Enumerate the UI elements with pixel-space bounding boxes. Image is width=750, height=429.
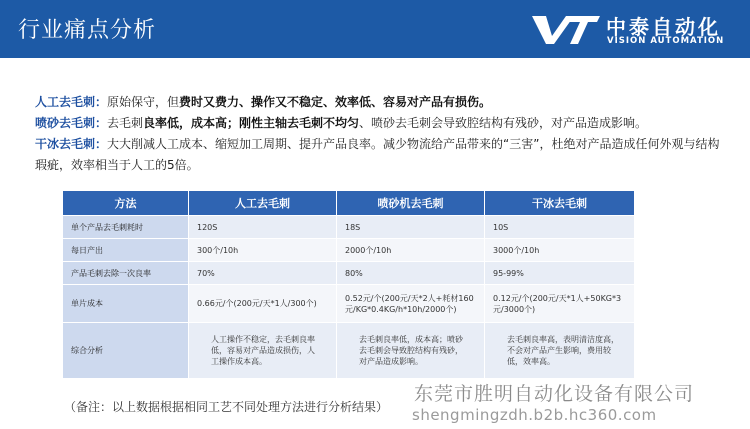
- vt-logo-mark-icon: [530, 12, 602, 48]
- paragraph-text: 大大削减人工成本、缩短加工周期、提升产品良率。减少物流给产品带来的“三害”，杜绝对产品造成任何外观与结构瑕疵，效率相当于人工的5倍。: [35, 137, 720, 172]
- paragraph-strong: 费时又费力、操作又不稳定、效率低、容易对产品有损伤。: [179, 95, 492, 109]
- row-label: 单个产品去毛刺耗时: [63, 216, 189, 239]
- row-label: 产品毛刺去除一次良率: [63, 262, 189, 285]
- row-label: 综合分析: [63, 323, 189, 379]
- watermark-url: shengmingzdh.b2b.hc360.com: [412, 406, 657, 424]
- logo-chinese-name: 中泰自动化: [606, 15, 721, 39]
- table-cell: 120S: [189, 216, 337, 239]
- table-cell: 95-99%: [485, 262, 635, 285]
- watermark-company: 东莞市胜明自动化设备有限公司: [414, 383, 695, 405]
- table-cell: 去毛刺良率低，成本高；喷砂去毛刺会导致腔结构有残砂，对产品造成影响。: [337, 323, 485, 379]
- paragraph-key: 喷砂去毛刺：: [35, 116, 108, 130]
- table-cell: 18S: [337, 216, 485, 239]
- paragraph-dry-ice-deburring: [35, 134, 725, 176]
- table-cell: 0.12元/个(200元/天*1人+50KG*3元/3000个): [485, 285, 635, 323]
- paragraph-strong: 良率低，成本高；刚性主轴去毛刺不均匀: [143, 116, 360, 130]
- header-manual: 人工去毛刺: [189, 191, 337, 216]
- table-cell: 去毛刺良率高，表明清洁度高，不会对产品产生影响，费用较低，效率高。: [485, 323, 635, 379]
- page-title: 行业痛点分析: [18, 18, 157, 43]
- table-header-row: [63, 191, 635, 216]
- table-cell: 10S: [485, 216, 635, 239]
- table-cell: 3000个/10h: [485, 239, 635, 262]
- logo-english-name: VISION AUTOMATION: [607, 36, 725, 46]
- paragraph-text: 原始保守，但: [107, 95, 180, 109]
- table-cell: 80%: [337, 262, 485, 285]
- table-row: [63, 262, 635, 285]
- table-cell: 0.66元/个(200元/天*1人/300个): [189, 285, 337, 323]
- paragraph-sandblast-deburring: [35, 113, 725, 134]
- paragraph-manual-deburring: [35, 92, 725, 113]
- paragraph-tail: 、喷砂去毛刺会导致腔结构有残砂，对产品造成影响。: [359, 116, 648, 130]
- paragraph-key: 干冰去毛刺：: [35, 137, 108, 151]
- paragraph-text: 去毛刺: [107, 116, 144, 130]
- table-row: [63, 323, 635, 379]
- paragraph-key: 人工去毛刺：: [35, 95, 108, 109]
- header-method: 方法: [63, 191, 189, 216]
- table-row: [63, 285, 635, 323]
- table-cell: 70%: [189, 262, 337, 285]
- table-cell: 300个/10h: [189, 239, 337, 262]
- row-label: 单片成本: [63, 285, 189, 323]
- footnote: （备注：以上数据根据相同工艺不同处理方法进行分析结果）: [64, 400, 389, 414]
- company-logo: [530, 10, 740, 50]
- table-row: [63, 239, 635, 262]
- header-dry-ice: 干冰去毛刺: [485, 191, 635, 216]
- header-sandblast: 喷砂机去毛刺: [337, 191, 485, 216]
- header-banner: [0, 0, 750, 58]
- table-cell: 人工操作不稳定，去毛刺良率低，容易对产品造成损伤，人工操作成本高。: [189, 323, 337, 379]
- table-row: [63, 216, 635, 239]
- row-label: 每日产出: [63, 239, 189, 262]
- comparison-table: [62, 190, 635, 379]
- table-cell: 2000个/10h: [337, 239, 485, 262]
- table-cell: 0.52元/个(200元/天*2人+耗材160元/KG*0.4KG/h*10h/2000个): [337, 285, 485, 323]
